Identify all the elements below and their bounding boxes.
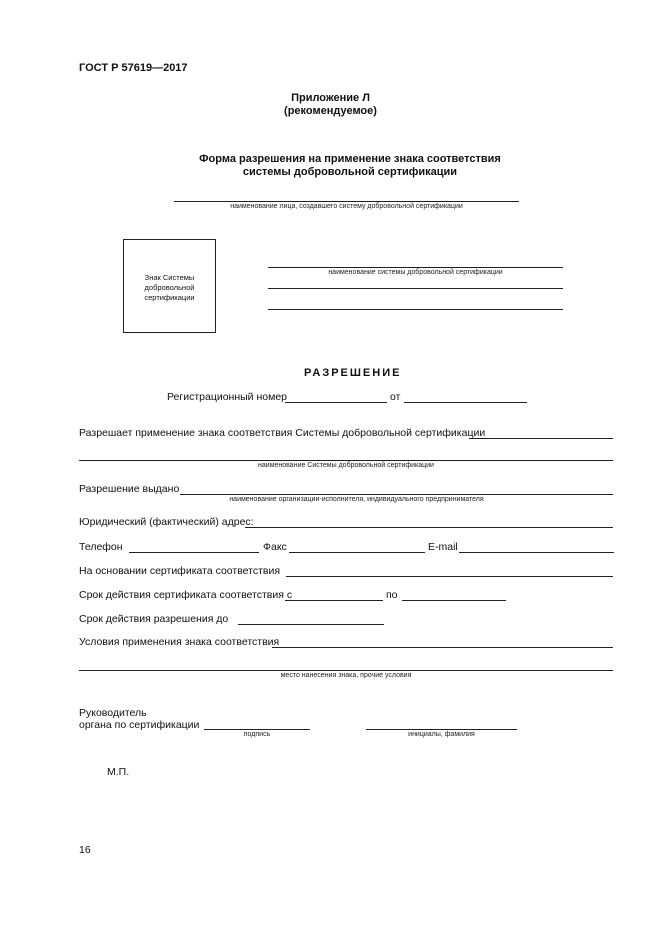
conditions-field-line-2[interactable]	[79, 670, 613, 671]
reg-date-field[interactable]	[404, 402, 527, 403]
signatory-name-caption: инициалы, фамилия	[408, 731, 475, 738]
mark-placeholder-box	[123, 239, 216, 333]
form-title-line1: Форма разрешения на применение знака соответствия	[199, 153, 501, 165]
conditions-label: Условия применения знака соответствия	[79, 636, 280, 648]
cert-validity-from-field[interactable]	[285, 600, 383, 601]
creator-name-caption: наименование лица, создавшего систему добровольной сертификации	[230, 203, 463, 210]
allows-caption: наименование Системы добровольной сертификации	[258, 462, 434, 469]
reg-number-field[interactable]	[285, 402, 387, 403]
phone-field[interactable]	[129, 552, 259, 553]
issued-caption: наименование организации-исполнителя, индивидуального предпринимателя	[229, 496, 484, 503]
phone-label: Телефон	[79, 541, 123, 553]
fax-label: Факс	[263, 541, 287, 553]
stamp-placeholder: М.П.	[107, 766, 130, 778]
basis-label: На основании сертификата соответствия	[79, 565, 281, 577]
issued-field[interactable]	[180, 494, 613, 495]
appendix-subtitle: (рекомендуемое)	[284, 105, 377, 117]
issued-label: Разрешение выдано	[79, 483, 180, 495]
allows-label: Разрешает применение знака соответствия Системы добровольной сертификации	[79, 427, 486, 439]
system-name-line-1[interactable]	[268, 267, 563, 268]
email-field[interactable]	[459, 552, 614, 553]
system-name-line-2[interactable]	[268, 288, 563, 289]
permit-heading: РАЗРЕШЕНИЕ	[304, 367, 402, 379]
permit-validity-field[interactable]	[238, 624, 384, 625]
conditions-field[interactable]	[272, 647, 613, 648]
cert-validity-to-field[interactable]	[402, 600, 506, 601]
address-label: Юридический (фактический) адрес:	[79, 516, 254, 528]
signatory-role-line1: Руководитель	[79, 707, 147, 719]
cert-validity-to-label: по	[386, 589, 398, 601]
appendix-title: Приложение Л	[291, 92, 370, 104]
creator-name-line[interactable]	[174, 201, 519, 202]
conditions-caption: место нанесения знака, прочие условия	[280, 672, 412, 679]
signatory-role-line2: органа по сертификации	[79, 719, 200, 731]
basis-field[interactable]	[286, 576, 613, 577]
fax-field[interactable]	[289, 552, 425, 553]
system-name-line-3[interactable]	[268, 309, 563, 310]
email-label: E-mail	[428, 541, 458, 553]
signature-caption: подпись	[243, 731, 271, 738]
cert-validity-label: Срок действия сертификата соответствия с	[79, 589, 293, 601]
mark-box-line2: добровольной	[144, 283, 195, 292]
permit-validity-label: Срок действия разрешения до	[79, 613, 229, 625]
signatory-name-field[interactable]	[366, 729, 517, 730]
mark-box-line3: сертификации	[144, 293, 195, 302]
allows-field-line-2[interactable]	[79, 460, 613, 461]
mark-box-line1: Знак Системы	[144, 273, 195, 282]
signature-field[interactable]	[204, 729, 310, 730]
allows-field[interactable]	[469, 438, 613, 439]
reg-date-label: от	[390, 391, 401, 403]
form-title-line2: системы добровольной сертификации	[242, 166, 458, 178]
address-field[interactable]	[245, 527, 613, 528]
document-code: ГОСТ Р 57619—2017	[79, 62, 188, 74]
page-number: 16	[79, 844, 91, 856]
reg-number-label: Регистрационный номер	[167, 391, 287, 403]
system-name-caption: наименование системы добровольной сертификации	[328, 269, 503, 276]
